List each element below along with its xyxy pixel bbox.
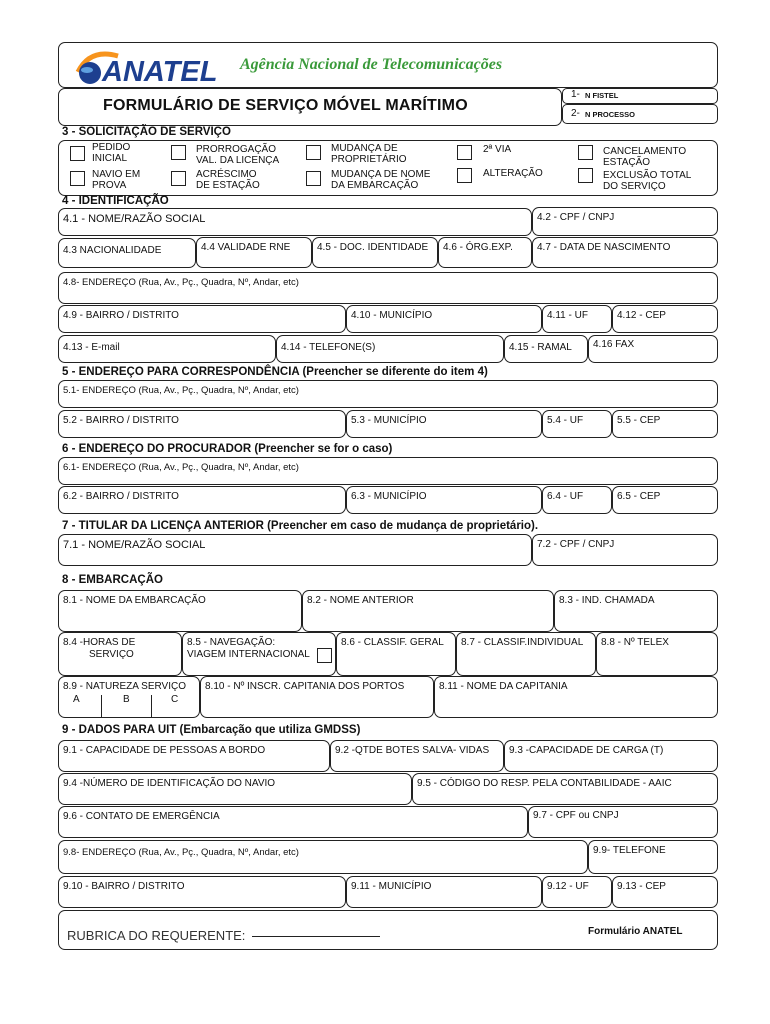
label-4-1: 4.1 - NOME/RAZÃO SOCIAL bbox=[63, 213, 206, 225]
form-title: FORMULÁRIO DE SERVIÇO MÓVEL MARÍTIMO bbox=[103, 97, 468, 114]
processo-field[interactable] bbox=[562, 104, 718, 124]
option-segunda-via: 2ª VIA bbox=[483, 144, 512, 155]
label-8-4-line1: 8.4 -HORAS DE bbox=[63, 637, 136, 648]
label-9-10: 9.10 - BAIRRO / DISTRITO bbox=[63, 881, 185, 892]
field-6-5-cep[interactable] bbox=[612, 486, 718, 514]
label-9-5: 9.5 - CÓDIGO DO RESP. PELA CONTABILIDADE - AAIC bbox=[417, 778, 672, 789]
checkbox-prorrogacao[interactable] bbox=[171, 145, 186, 160]
label-6-5: 6.5 - CEP bbox=[617, 491, 661, 502]
label-4-16: 4.16 FAX bbox=[593, 339, 635, 350]
label-5-1: 5.1- ENDEREÇO (Rua, Av., Pç., Quadra, Nº, Andar, etc) bbox=[63, 385, 299, 396]
fistel-label: N FISTEL bbox=[585, 91, 619, 100]
field-4-12-cep[interactable] bbox=[612, 305, 718, 333]
option-navio-em-prova: NAVIO EM PROVA bbox=[92, 169, 141, 191]
field-8-10-inscr-capitania[interactable] bbox=[200, 676, 434, 718]
field-5-1-endereco[interactable] bbox=[58, 380, 718, 408]
label-9-7: 9.7 - CPF ou CNPJ bbox=[533, 810, 619, 821]
option-mudanca-nome: MUDANÇA DE NOME DA EMBARCAÇÃO bbox=[331, 169, 431, 191]
field-4-8-endereco[interactable] bbox=[58, 272, 718, 304]
label-7-2: 7.2 - CPF / CNPJ bbox=[537, 539, 615, 550]
label-4-4: 4.4 VALIDADE RNE bbox=[201, 242, 291, 253]
label-4-10: 4.10 - MUNICÍPIO bbox=[351, 310, 433, 321]
label-7-1: 7.1 - NOME/RAZÃO SOCIAL bbox=[63, 539, 206, 551]
label-5-4: 5.4 - UF bbox=[547, 415, 584, 426]
label-4-2: 4.2 - CPF / CNPJ bbox=[537, 212, 615, 223]
section-3-title: 3 - SOLICITAÇÃO DE SERVIÇO bbox=[62, 126, 231, 138]
field-4-5-doc-identidade[interactable] bbox=[312, 237, 438, 268]
label-4-7: 4.7 - DATA DE NASCIMENTO bbox=[537, 242, 671, 253]
field-4-16-fax[interactable] bbox=[588, 335, 718, 363]
label-9-13: 9.13 - CEP bbox=[617, 881, 666, 892]
field-6-1-endereco[interactable] bbox=[58, 457, 718, 485]
label-9-3: 9.3 -CAPACIDADE DE CARGA (T) bbox=[509, 745, 664, 756]
label-8-1: 8.1 - NOME DA EMBARCAÇÃO bbox=[63, 595, 206, 606]
section-5-title: 5 - ENDEREÇO PARA CORRESPONDÊNCIA (Preencher se diferente do item 4) bbox=[62, 366, 488, 378]
option-alteracao: ALTERAÇÃO bbox=[483, 168, 543, 179]
label-6-2: 6.2 - BAIRRO / DISTRITO bbox=[63, 491, 179, 502]
label-4-8: 4.8- ENDEREÇO (Rua, Av., Pç., Quadra, Nº, Andar, etc) bbox=[63, 277, 299, 288]
section-9-title: 9 - DADOS PARA UIT (Embarcação que utiliza GMDSS) bbox=[62, 724, 361, 736]
label-8-5-line2: VIAGEM INTERNACIONAL bbox=[187, 649, 310, 660]
label-8-5-line1: 8.5 - NAVEGAÇÃO: bbox=[187, 637, 276, 648]
field-4-13-email[interactable] bbox=[58, 335, 276, 363]
label-8-7: 8.7 - CLASSIF.INDIVIDUAL bbox=[461, 637, 584, 648]
divider-a-b bbox=[101, 695, 102, 717]
section-4-title: 4 - IDENTIFICAÇÃO bbox=[62, 195, 169, 207]
field-8-11-nome-capitania[interactable] bbox=[434, 676, 718, 718]
field-8-2-nome-anterior[interactable] bbox=[302, 590, 554, 632]
label-8-6: 8.6 - CLASSIF. GERAL bbox=[341, 637, 444, 648]
field-9-11-municipio[interactable] bbox=[346, 876, 542, 908]
label-5-3: 5.3 - MUNICÍPIO bbox=[351, 415, 427, 426]
field-9-10-bairro[interactable] bbox=[58, 876, 346, 908]
checkbox-alteracao[interactable] bbox=[457, 168, 472, 183]
field-7-2-cpf[interactable] bbox=[532, 534, 718, 566]
field-6-2-bairro[interactable] bbox=[58, 486, 346, 514]
label-9-1: 9.1 - CAPACIDADE DE PESSOAS A BORDO bbox=[63, 745, 266, 756]
field-7-1-nome[interactable] bbox=[58, 534, 532, 566]
label-4-12: 4.12 - CEP bbox=[617, 310, 666, 321]
checkbox-mudanca-proprietario[interactable] bbox=[306, 145, 321, 160]
label-8-9-c: C bbox=[171, 694, 179, 705]
field-5-3-municipio[interactable] bbox=[346, 410, 542, 438]
field-4-11-uf[interactable] bbox=[542, 305, 612, 333]
field-4-15-ramal[interactable] bbox=[504, 335, 588, 363]
label-8-2: 8.2 - NOME ANTERIOR bbox=[307, 595, 414, 606]
field-9-2-botes[interactable] bbox=[330, 740, 504, 772]
field-5-4-uf[interactable] bbox=[542, 410, 612, 438]
checkbox-exclusao[interactable] bbox=[578, 168, 593, 183]
field-4-3-nacionalidade[interactable] bbox=[58, 238, 196, 268]
label-9-6: 9.6 - CONTATO DE EMERGÊNCIA bbox=[63, 811, 220, 822]
field-4-1-nome[interactable] bbox=[58, 208, 532, 236]
field-9-3-capacidade-carga[interactable] bbox=[504, 740, 718, 772]
option-prorrogacao: PRORROGAÇÃO VAL. DA LICENÇA bbox=[196, 144, 280, 166]
field-4-2-cpf[interactable] bbox=[532, 207, 718, 236]
rubrica-signature-line[interactable] bbox=[252, 936, 380, 937]
processo-num: 2- bbox=[571, 108, 580, 119]
label-8-11: 8.11 - NOME DA CAPITANIA bbox=[439, 681, 568, 692]
label-9-2: 9.2 -QTDE BOTES SALVA- VIDAS bbox=[335, 745, 490, 756]
field-9-1-capacidade-pessoas[interactable] bbox=[58, 740, 330, 772]
label-4-9: 4.9 - BAIRRO / DISTRITO bbox=[63, 310, 179, 321]
label-9-9: 9.9- TELEFONE bbox=[593, 845, 666, 856]
fistel-field[interactable] bbox=[562, 88, 718, 104]
field-9-13-cep[interactable] bbox=[612, 876, 718, 908]
field-9-4-numero-navio[interactable] bbox=[58, 773, 412, 805]
label-6-3: 6.3 - MUNICÍPIO bbox=[351, 491, 427, 502]
label-8-9: 8.9 - NATUREZA SERVIÇO bbox=[63, 681, 186, 692]
label-6-1: 6.1- ENDEREÇO (Rua, Av., Pç., Quadra, Nº, Andar, etc) bbox=[63, 462, 299, 473]
form-label: Formulário ANATEL bbox=[588, 926, 683, 937]
agency-name: Agência Nacional de Telecomunicações bbox=[240, 56, 503, 73]
checkbox-mudanca-nome[interactable] bbox=[306, 171, 321, 186]
label-5-2: 5.2 - BAIRRO / DISTRITO bbox=[63, 415, 179, 426]
field-9-6-contato-emergencia[interactable] bbox=[58, 806, 528, 838]
label-8-8: 8.8 - Nº TELEX bbox=[601, 637, 669, 648]
field-4-7-data-nascimento[interactable] bbox=[532, 237, 718, 268]
rubrica-label: RUBRICA DO REQUERENTE: bbox=[67, 928, 246, 943]
label-9-12: 9.12 - UF bbox=[547, 881, 589, 892]
label-8-10: 8.10 - Nº INSCR. CAPITANIA DOS PORTOS bbox=[205, 681, 405, 692]
checkbox-navio-em-prova[interactable] bbox=[70, 171, 85, 186]
field-4-4-validade-rne[interactable] bbox=[196, 237, 312, 268]
field-6-4-uf[interactable] bbox=[542, 486, 612, 514]
fistel-num: 1- bbox=[571, 89, 580, 100]
label-4-13: 4.13 - E-mail bbox=[63, 342, 120, 353]
label-4-11: 4.11 - UF bbox=[547, 310, 588, 321]
field-5-5-cep[interactable] bbox=[612, 410, 718, 438]
label-5-5: 5.5 - CEP bbox=[617, 415, 661, 426]
field-4-14-telefone[interactable] bbox=[276, 335, 504, 363]
label-4-3: 4.3 NACIONALIDADE bbox=[63, 245, 162, 256]
field-8-3-ind-chamada[interactable] bbox=[554, 590, 718, 632]
label-9-11: 9.11 - MUNICÍPIO bbox=[351, 881, 432, 892]
label-4-15: 4.15 - RAMAL bbox=[509, 342, 572, 353]
field-8-6-classif-geral[interactable] bbox=[336, 632, 456, 676]
label-4-5: 4.5 - DOC. IDENTIDADE bbox=[317, 242, 429, 253]
field-5-2-bairro[interactable] bbox=[58, 410, 346, 438]
section-8-title: 8 - EMBARCAÇÃO bbox=[62, 574, 163, 586]
field-9-5-codigo-aaic[interactable] bbox=[412, 773, 718, 805]
label-8-3: 8.3 - IND. CHAMADA bbox=[559, 595, 655, 606]
label-4-14: 4.14 - TELEFONE(S) bbox=[281, 342, 376, 353]
option-mudanca-proprietario: MUDANÇA DE PROPRIETÁRIO bbox=[331, 143, 407, 165]
option-acrescimo: ACRÉSCIMO DE ESTAÇÃO bbox=[196, 169, 260, 191]
label-8-9-b: B bbox=[123, 694, 130, 705]
label-6-4: 6.4 - UF bbox=[547, 491, 584, 502]
field-4-6-org-exp[interactable] bbox=[438, 237, 532, 268]
checkbox-cancelamento[interactable] bbox=[578, 145, 593, 160]
field-9-8-endereco[interactable] bbox=[58, 840, 588, 874]
field-9-12-uf[interactable] bbox=[542, 876, 612, 908]
section-6-title: 6 - ENDEREÇO DO PROCURADOR (Preencher se for o caso) bbox=[62, 443, 393, 455]
section-7-title: 7 - TITULAR DA LICENÇA ANTERIOR (Preencher em caso de mudança de proprietário). bbox=[62, 520, 539, 532]
label-8-4-line2: SERVIÇO bbox=[89, 649, 134, 660]
field-8-7-classif-individual[interactable] bbox=[456, 632, 596, 676]
checkbox-acrescimo[interactable] bbox=[171, 171, 186, 186]
label-9-4: 9.4 -NÚMERO DE IDENTIFICAÇÃO DO NAVIO bbox=[63, 778, 276, 789]
field-8-4-horas-servico[interactable] bbox=[58, 632, 182, 676]
option-exclusao: EXCLUSÃO TOTAL DO SERVIÇO bbox=[603, 170, 692, 192]
field-9-9-telefone[interactable] bbox=[588, 840, 718, 874]
option-pedido-inicial: PEDIDO INICIAL bbox=[92, 142, 131, 164]
checkbox-viagem-internacional[interactable] bbox=[317, 648, 332, 663]
field-6-3-municipio[interactable] bbox=[346, 486, 542, 514]
field-8-8-telex[interactable] bbox=[596, 632, 718, 676]
option-cancelamento: CANCELAMENTO ESTAÇÃO bbox=[603, 146, 687, 168]
checkbox-pedido-inicial[interactable] bbox=[70, 146, 85, 161]
label-4-6: 4.6 - ÓRG.EXP. bbox=[443, 242, 513, 253]
field-8-9-natureza-servico[interactable] bbox=[58, 676, 200, 718]
label-9-8: 9.8- ENDEREÇO (Rua, Av., Pç., Quadra, Nº, Andar, etc) bbox=[63, 847, 299, 858]
field-4-10-municipio[interactable] bbox=[346, 305, 542, 333]
anatel-logo bbox=[70, 46, 230, 88]
field-8-5-navegacao[interactable] bbox=[182, 632, 336, 676]
logo-text: ANATEL bbox=[102, 56, 218, 88]
divider-b-c bbox=[151, 695, 152, 717]
field-8-1-nome-embarcacao[interactable] bbox=[58, 590, 302, 632]
field-4-9-bairro[interactable] bbox=[58, 305, 346, 333]
processo-label: N PROCESSO bbox=[585, 110, 636, 119]
field-9-7-cpf-cnpj[interactable] bbox=[528, 806, 718, 838]
label-8-9-a: A bbox=[73, 694, 80, 705]
checkbox-segunda-via[interactable] bbox=[457, 145, 472, 160]
